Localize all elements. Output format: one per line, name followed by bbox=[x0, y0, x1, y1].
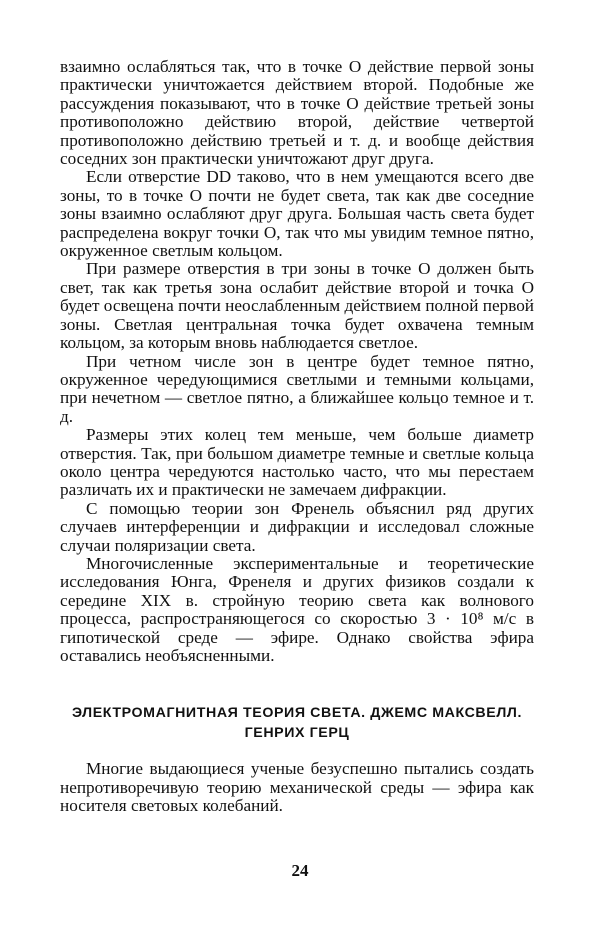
paragraph-section-intro: Многие выдающиеся ученые безуспешно пытались создать непротиворечивую теорию механической среды — эфира как носителя световых колебаний. bbox=[60, 759, 534, 816]
section-heading-line-1: ЭЛЕКТРОМАГНИТНАЯ ТЕОРИЯ СВЕТА. ДЖЕМС МАКСВЕЛЛ. bbox=[72, 705, 522, 722]
paragraph-even-odd-zones: При четном числе зон в центре будет темное пятно, окруженное чередующимися светлыми и темными кольцами, при нечетном — светлое пятно, а ближайшее кольцо темное и т. д. bbox=[60, 351, 534, 426]
paragraph-two-zones: Если отверстие DD таково, что в нем умещаются всего две зоны, то в точке O почти не будет света, так как две соседние зоны взаимно ослабляют друг друга. Большая часть света будет распределена вокруг точки O, так что мы увидим темное пятно, окруженное светлым кольцом. bbox=[60, 167, 534, 261]
paragraph-ring-sizes: Размеры этих колец тем меньше, чем больше диаметр отверстия. Так, при большом диаметре темные и светлые кольца около центра чередуются настолько часто, что мы перестаем различать их и практически не замечаем дифракции. bbox=[60, 425, 534, 500]
paragraph-continuation: взаимно ослабляться так, что в точке O действие первой зоны практически уничтожается действием второй. Подобные же рассуждения показывают, что в точке O действие третьей зоны противоположно действию второй, действие четвертой противоположно действию третьей и т. д. и вообще действия соседних зон практически уничтожают друг друга. bbox=[60, 57, 534, 169]
section-heading-line-2: ГЕНРИХ ГЕРЦ bbox=[244, 725, 350, 742]
section-heading bbox=[60, 703, 534, 743]
paragraph-fresnel-zones: С помощью теории зон Френель объяснил ряд других случаев интерференции и дифракции и исследовал сложные случаи поляризации света. bbox=[60, 498, 534, 555]
page-number: 24 bbox=[291, 861, 309, 880]
paragraph-three-zones: При размере отверстия в три зоны в точке O должен быть свет, так как третья зона ослабит действие второй и точка O будет освещена почти неослабленным действием полной первой зоны. Светлая центральная точка будет охвачена темным кольцом, за которым вновь наблюдается светлое. bbox=[60, 259, 534, 353]
page-body bbox=[60, 58, 534, 816]
paragraph-ether: Многочисленные экспериментальные и теоретические исследования Юнга, Френеля и других физиков создали к середине XIX в. стройную теорию света как волнового процесса, распространяющегося со скоростью 3 · 10⁸ м/с в гипотической среде — эфире. Однако свойства эфира оставались необъясненными. bbox=[60, 553, 534, 665]
